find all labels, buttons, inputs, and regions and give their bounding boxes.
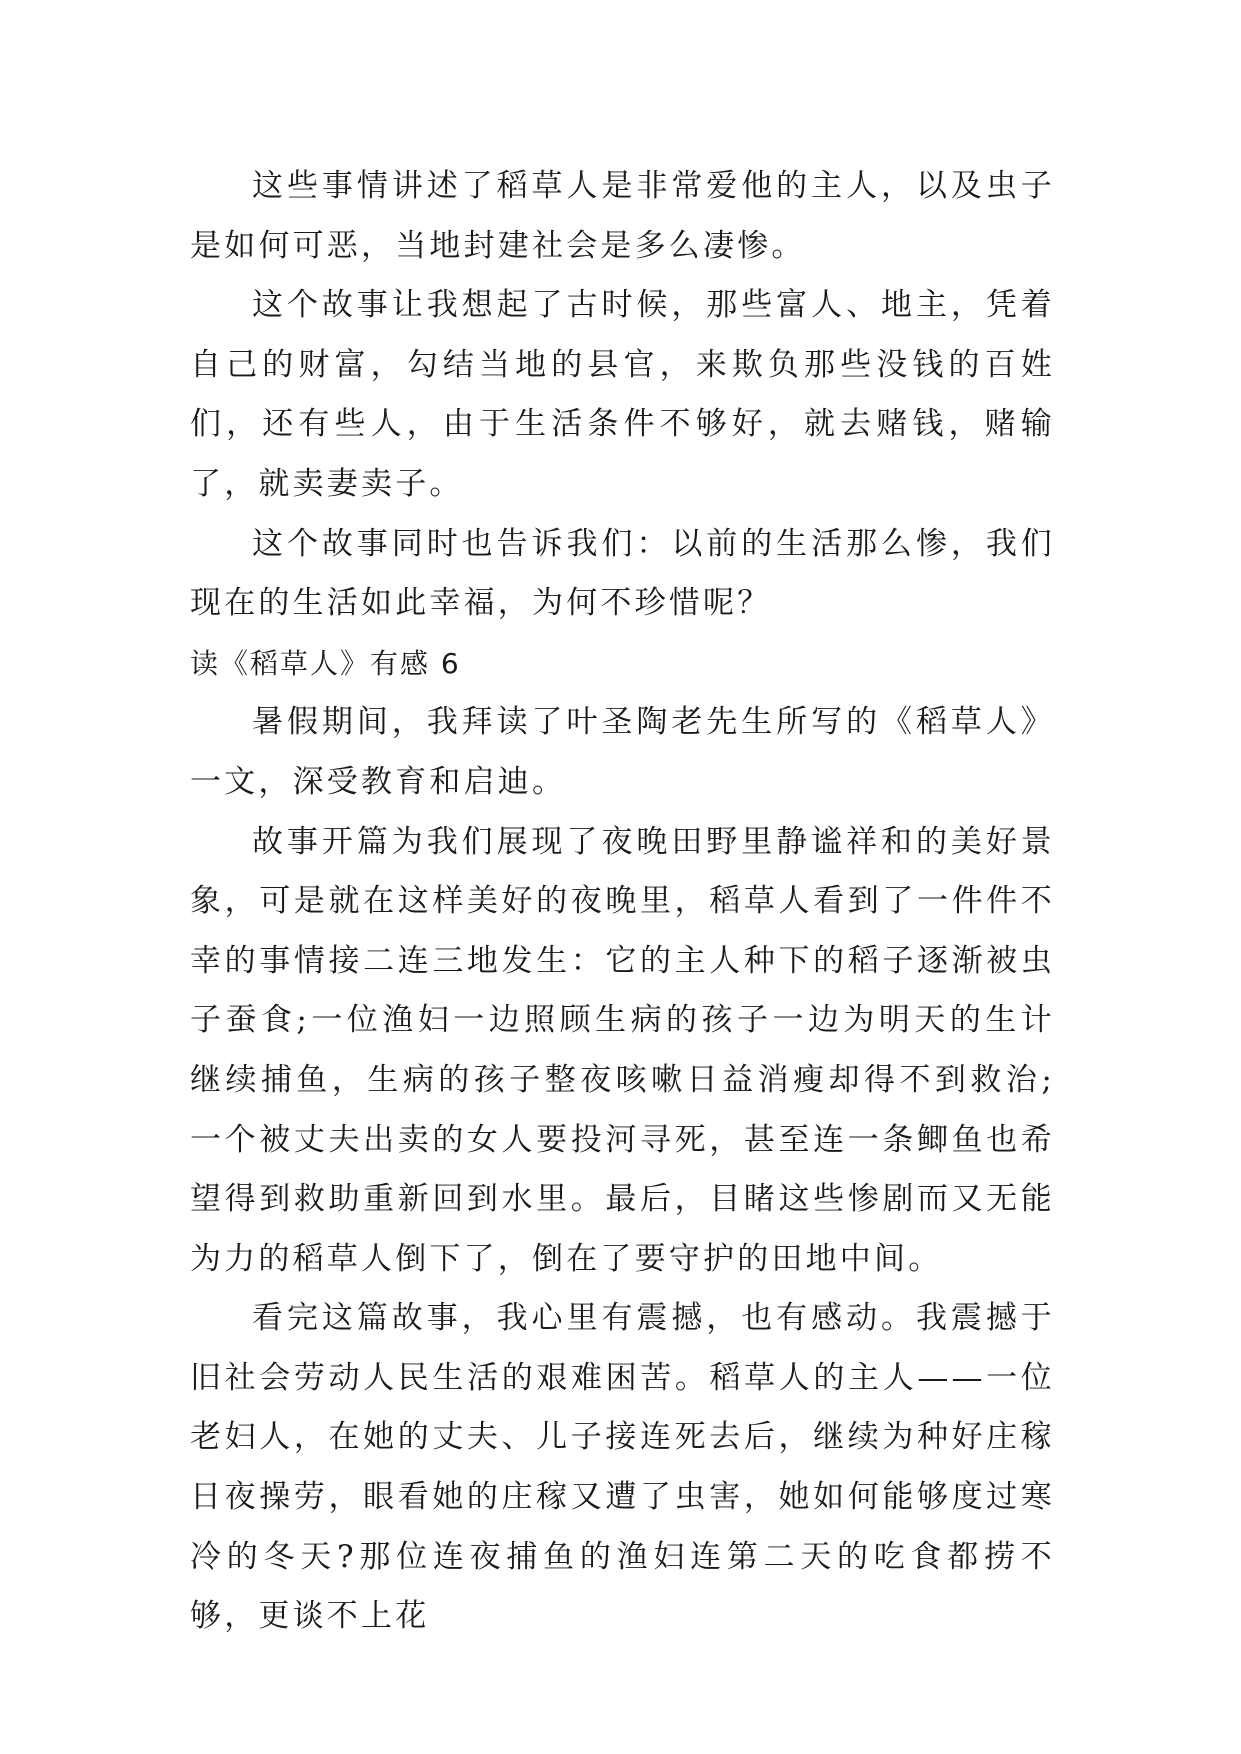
section-title: 读《稻草人》有感 6	[190, 646, 461, 680]
paragraph-story-opening: 故事开篇为我们展现了夜晚田野里静谧祥和的美好景象，可是就在这样美好的夜晚里，稻草人看到了一件件不幸的事情接二连三地发生：它的主人种下的稻子逐渐被虫子蚕食;一位渔妇一边照顾生病的孩子一边为明天的生计继续捕鱼，生病的孩子整夜咳嗽日益消瘦却得不到救治;一个被丈夫出卖的女人要投河寻死，甚至连一条鲫鱼也希望得到救助重新回到水里。最后，目睹这些惨剧而又无能为力的稻草人倒下了，倒在了要守护的田地中间。	[190, 823, 1055, 1277]
paragraph-cherish-life: 这个故事同时也告诉我们：以前的生活那么惨，我们现在的生活如此幸福，为何不珍惜呢？	[190, 525, 1055, 622]
paragraph-summer-reading: 暑假期间，我拜读了叶圣陶老先生所写的《稻草人》一文，深受教育和启迪。	[190, 704, 1055, 800]
document-body	[190, 157, 1055, 1647]
paragraph-reflection: 看完这篇故事，我心里有震撼，也有感动。我震撼于旧社会劳动人民生活的艰难困苦。稻草人的主人——一位老妇人，在她的丈夫、儿子接连死去后，继续为种好庄稼日夜操劳，眼看她的庄稼又遭了虫害，她如何能够度过寒冷的冬天?那位连夜捕鱼的渔妇连第二天的吃食都捞不够，更谈不上花	[190, 1300, 1055, 1635]
paragraph-scarecrow-summary: 这些事情讲述了稻草人是非常爱他的主人，以及虫子是如何可恶，当地封建社会是多么凄惨。	[190, 168, 1055, 264]
paragraph-ancient-times: 这个故事让我想起了古时候，那些富人、地主，凭着自己的财富，勾结当地的县官，来欺负那些没钱的百姓们，还有些人，由于生活条件不够好，就去赌钱，赌输了，就卖妻卖子。	[190, 287, 1055, 502]
